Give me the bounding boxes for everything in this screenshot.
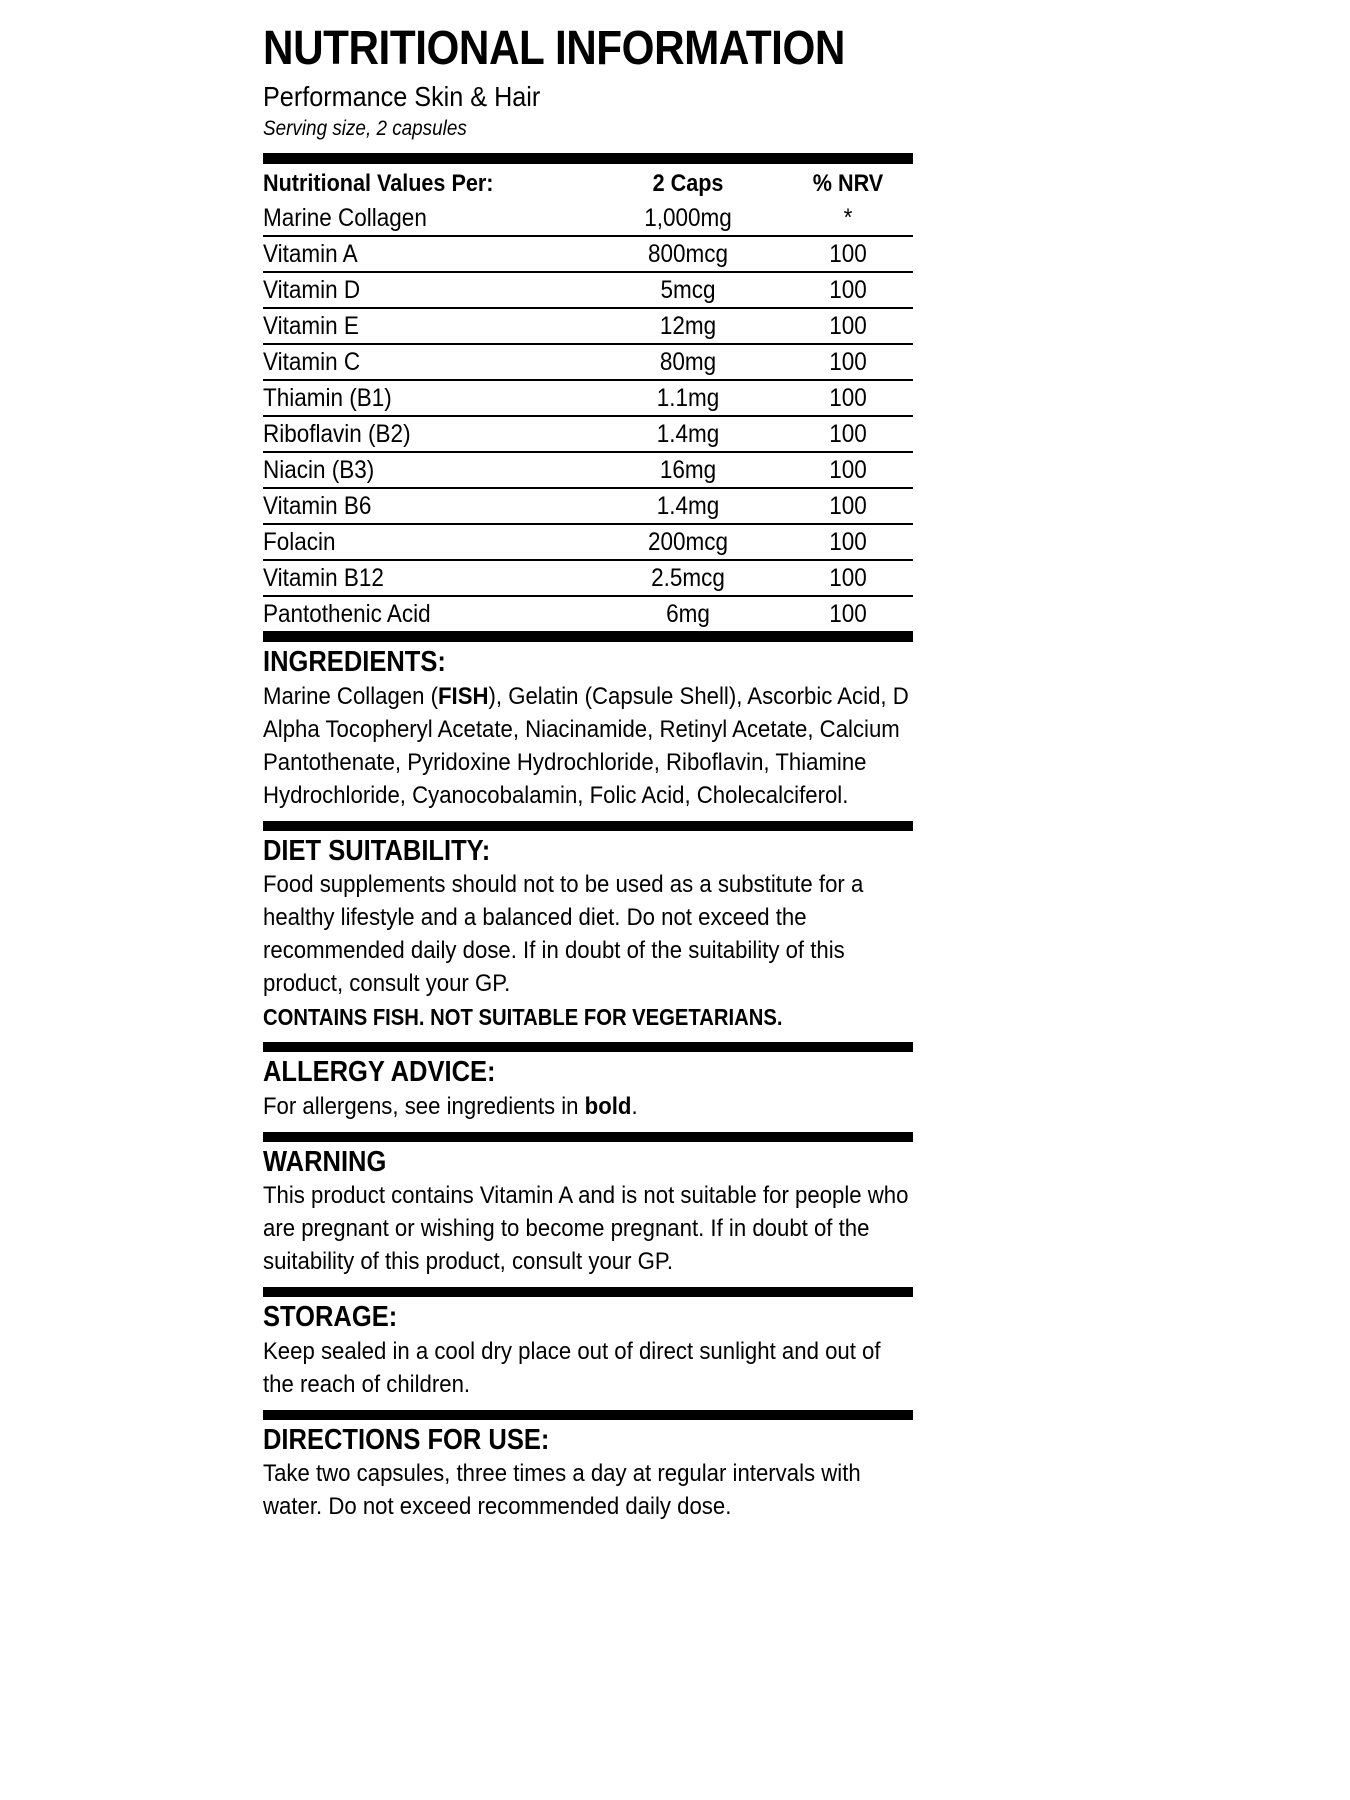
table-row bbox=[263, 452, 913, 488]
cell-nutrient-nrv: 100 bbox=[829, 528, 867, 557]
cell-nutrient-name: Marine Collagen bbox=[263, 204, 427, 233]
column-header-amount: 2 Caps bbox=[652, 170, 724, 198]
nutrition-table bbox=[263, 164, 913, 201]
cell-nutrient-amount: 12mg bbox=[659, 312, 717, 341]
ingredients-text bbox=[263, 680, 913, 812]
cell-nutrient-amount: 80mg bbox=[659, 348, 717, 377]
cell-nutrient-nrv: 100 bbox=[829, 456, 867, 485]
table-top-rule bbox=[263, 153, 913, 164]
warning-section-rule bbox=[263, 1132, 913, 1142]
cell-nutrient-nrv: 100 bbox=[829, 600, 867, 629]
cell-nutrient-amount: 2.5mcg bbox=[651, 564, 725, 593]
cell-nutrient-amount: 16mg bbox=[659, 456, 717, 485]
ingredients-heading: INGREDIENTS: bbox=[263, 646, 446, 679]
nutrition-rows-body bbox=[263, 201, 913, 631]
table-row bbox=[263, 596, 913, 631]
cell-nutrient-name: Folacin bbox=[263, 528, 336, 557]
cell-nutrient-name: Pantothenic Acid bbox=[263, 600, 431, 629]
directions-section-rule bbox=[263, 1410, 913, 1420]
diet-text: Food supplements should not to be used as a substitute for a healthy lifestyle and a balanced diet. Do not exceed the recommended daily dose. If in doubt of the suitability of this product, consult your GP. bbox=[263, 871, 864, 998]
table-row bbox=[263, 560, 913, 596]
column-header-name: Nutritional Values Per: bbox=[263, 170, 494, 198]
cell-nutrient-nrv: 100 bbox=[829, 564, 867, 593]
allergy-text bbox=[263, 1090, 913, 1123]
cell-nutrient-nrv: 100 bbox=[829, 312, 867, 341]
cell-nutrient-nrv: 100 bbox=[829, 420, 867, 449]
table-bottom-rule bbox=[263, 631, 913, 642]
cell-nutrient-name: Vitamin A bbox=[263, 240, 358, 269]
cell-nutrient-amount: 800mcg bbox=[647, 240, 729, 269]
cell-nutrient-name: Thiamin (B1) bbox=[263, 384, 392, 413]
cell-nutrient-amount: 1.4mg bbox=[656, 492, 720, 521]
allergy-heading: ALLERGY ADVICE: bbox=[263, 1056, 496, 1089]
table-row bbox=[263, 272, 913, 308]
cell-nutrient-amount: 5mcg bbox=[660, 276, 716, 305]
ingredients-suffix: ), Gelatin (Capsule Shell), Ascorbic Acid, D Alpha Tocopheryl Acetate, Niacinamide, Retinyl Acetate, Calcium Pantothenate, Pyridoxine Hydrochloride, Riboflavin, Thiamine Hydrochloride, Cyanocobalamin, Folic Acid, Cholecalciferol. bbox=[263, 682, 909, 809]
cell-nutrient-amount: 1.1mg bbox=[656, 384, 720, 413]
table-row bbox=[263, 344, 913, 380]
label-content bbox=[263, 24, 913, 1523]
table-header-row bbox=[263, 164, 913, 201]
storage-heading: STORAGE: bbox=[263, 1301, 398, 1334]
cell-nutrient-nrv: 100 bbox=[829, 240, 867, 269]
cell-nutrient-name: Riboflavin (B2) bbox=[263, 420, 411, 449]
table-row bbox=[263, 416, 913, 452]
cell-nutrient-name: Vitamin E bbox=[263, 312, 359, 341]
page-title: NUTRITIONAL INFORMATION bbox=[263, 22, 845, 75]
diet-section-rule bbox=[263, 821, 913, 831]
warning-text: This product contains Vitamin A and is not suitable for people who are pregnant or wishing to become pregnant. If in doubt of the suitability of this product, consult your GP. bbox=[263, 1182, 909, 1276]
allergy-suffix: . bbox=[631, 1092, 638, 1120]
table-row bbox=[263, 488, 913, 524]
cell-nutrient-name: Vitamin C bbox=[263, 348, 361, 377]
cell-nutrient-nrv: 100 bbox=[829, 276, 867, 305]
product-name: Performance Skin & Hair bbox=[263, 80, 541, 112]
cell-nutrient-nrv: 100 bbox=[829, 384, 867, 413]
table-row bbox=[263, 236, 913, 272]
diet-heading: DIET SUITABILITY: bbox=[263, 834, 491, 867]
cell-nutrient-amount: 1,000mg bbox=[644, 204, 732, 233]
allergy-section-rule bbox=[263, 1042, 913, 1052]
storage-text: Keep sealed in a cool dry place out of direct sunlight and out of the reach of children. bbox=[263, 1337, 881, 1398]
cell-nutrient-name: Vitamin D bbox=[263, 276, 361, 305]
allergy-prefix: For allergens, see ingredients in bbox=[263, 1092, 585, 1120]
cell-nutrient-name: Niacin (B3) bbox=[263, 456, 375, 485]
contains-fish-notice: CONTAINS FISH. NOT SUITABLE FOR VEGETARIANS. bbox=[263, 1004, 783, 1031]
cell-nutrient-name: Vitamin B12 bbox=[263, 564, 384, 593]
cell-nutrient-amount: 6mg bbox=[666, 600, 710, 629]
allergen-fish: FISH bbox=[438, 682, 489, 710]
table-row bbox=[263, 524, 913, 560]
nutrition-table-body bbox=[263, 164, 913, 201]
table-row bbox=[263, 380, 913, 416]
cell-nutrient-nrv: 100 bbox=[829, 492, 867, 521]
nutrition-table-rows bbox=[263, 201, 913, 631]
table-row bbox=[263, 308, 913, 344]
directions-text: Take two capsules, three times a day at regular intervals with water. Do not exceed recommended daily dose. bbox=[263, 1460, 861, 1521]
table-row bbox=[263, 201, 913, 236]
ingredients-prefix: Marine Collagen ( bbox=[263, 682, 439, 710]
serving-size: Serving size, 2 capsules bbox=[263, 117, 467, 141]
cell-nutrient-nrv: 100 bbox=[829, 348, 867, 377]
cell-nutrient-name: Vitamin B6 bbox=[263, 492, 372, 521]
warning-heading: WARNING bbox=[263, 1145, 387, 1178]
storage-section-rule bbox=[263, 1287, 913, 1297]
cell-nutrient-nrv: * bbox=[843, 204, 853, 233]
directions-heading: DIRECTIONS FOR USE: bbox=[263, 1423, 550, 1456]
allergy-bold-word: bold bbox=[584, 1092, 632, 1120]
cell-nutrient-amount: 1.4mg bbox=[656, 420, 720, 449]
cell-nutrient-amount: 200mcg bbox=[647, 528, 729, 557]
column-header-nrv: % NRV bbox=[812, 170, 884, 198]
